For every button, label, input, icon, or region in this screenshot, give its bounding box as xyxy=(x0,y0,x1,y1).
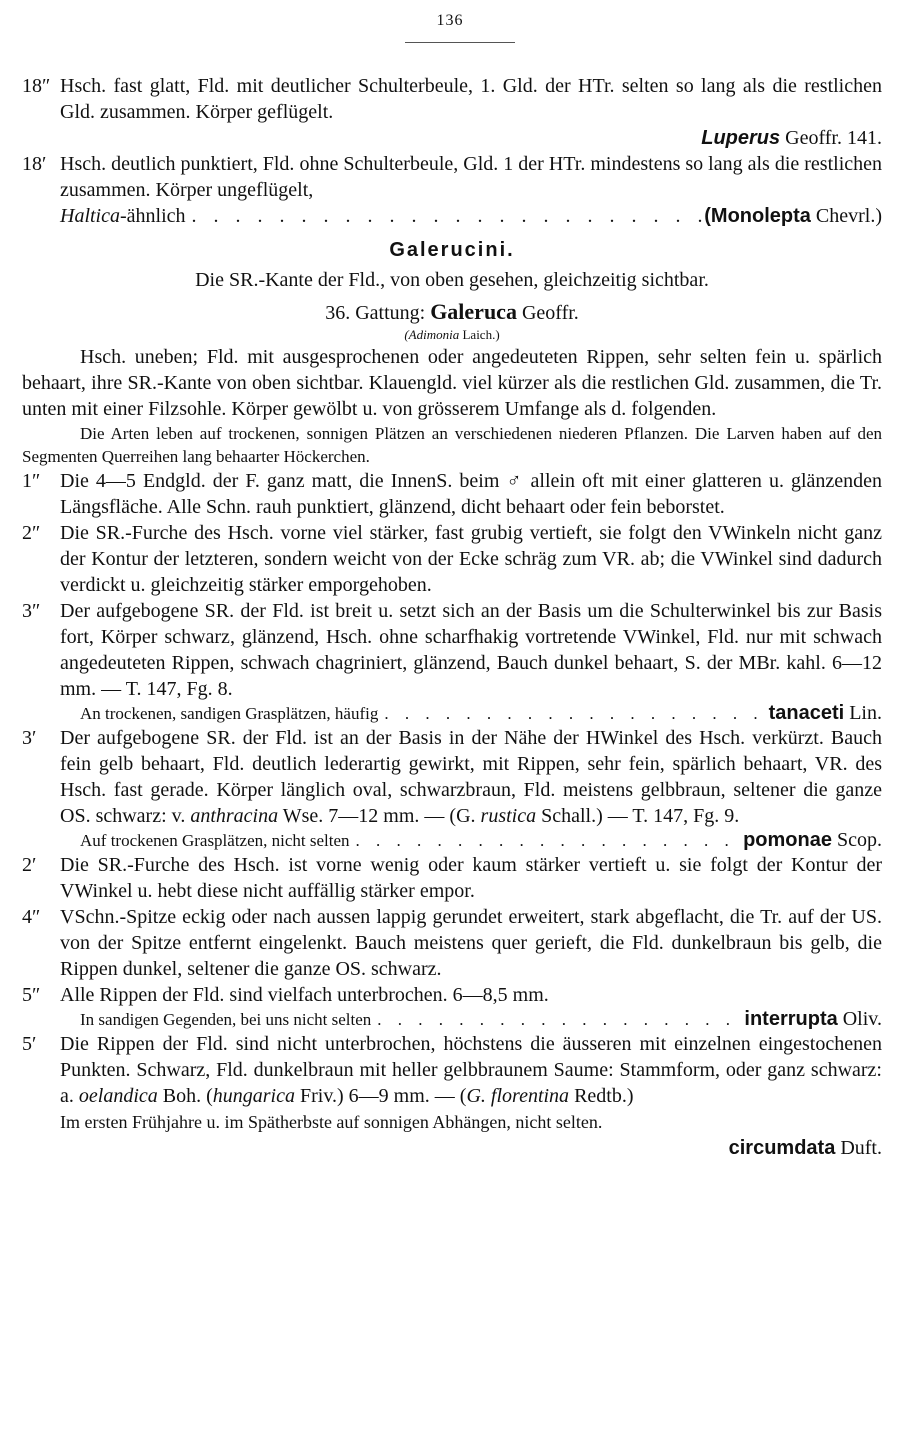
synonym-name: (Adimonia xyxy=(404,327,460,342)
text-part: Schall.) — T. 147, Fg. 9. xyxy=(541,805,740,827)
text-part: allein oft mit einer glatteren u. glänzenden Längsfläche. Alle Schn. rauh punktiert, glänzend, dicht behaart oder fein beborstet. xyxy=(60,470,883,518)
key-number: 18″ xyxy=(22,75,51,97)
leader-dots xyxy=(378,702,768,725)
variety-name: anthracina xyxy=(190,805,279,827)
genus-description: Hsch. uneben; Fld. mit ausgesprochenen oder angedeuteten Rippen, sehr selten fein u. spärlich behaart, ihre SR.-Kante von oben sichtbar. Klauengld. viel kürzer als die restlichen Gld. zusammen, die Tr. unten mit einer Filzsohle. Körper gewölbt u. von grösserem Umfange als d. folgenden. xyxy=(22,346,882,420)
key-number: 3′ xyxy=(22,727,37,749)
genus-number: 36. Gattung: xyxy=(325,302,426,324)
key-number: 5″ xyxy=(22,984,41,1006)
genus-author: Chevrl.) xyxy=(815,205,882,227)
page-number: 136 xyxy=(436,12,464,29)
key-couplet-18b xyxy=(22,151,882,229)
male-symbol: ♂ xyxy=(506,470,524,492)
text-part: Der aufgebogene SR. der Fld. ist an der Basis in der Nähe der HWinkel des Hsch. verkürzt. Bauch fein gelb behaart, Fld. deutlich lederartig gewirkt, mit Rippen, sehr fein, spärlich behaart, VR. des Hsch. fast gerade. Körper länglich oval, schwarzbraun, Fld. meistens gelbbraun, seltener die ganze OS. schwarz: v. xyxy=(60,727,882,827)
species-line xyxy=(22,1135,882,1161)
key-couplet-5b xyxy=(22,1031,882,1109)
genus-name: Luperus xyxy=(701,127,781,149)
key-couplet-18a xyxy=(22,73,882,151)
key-number: 4″ xyxy=(22,906,41,928)
genus-author: Geoffr. xyxy=(521,302,579,324)
text-part: Boh. ( xyxy=(162,1085,213,1107)
key-text xyxy=(60,1031,882,1109)
leader-dots xyxy=(371,1008,744,1031)
key-couplet-4 xyxy=(22,904,882,982)
text-part: Redtb.) xyxy=(574,1085,634,1107)
page-number-rule xyxy=(405,42,515,43)
species-name: tanaceti xyxy=(768,702,845,724)
key-result-line xyxy=(60,203,882,229)
key-result xyxy=(60,125,882,151)
key-text: Alle Rippen der Fld. sind vielfach unterbrochen. 6—8,5 mm. xyxy=(60,984,549,1006)
genus-synonym xyxy=(22,326,882,344)
key-couplet-3b xyxy=(22,725,882,852)
key-text: Hsch. fast glatt, Fld. mit deutlicher Schulterbeule, 1. Gld. der HTr. selten so lang als die restlichen Gld. zusammen. Körper geflügelt. xyxy=(60,75,882,123)
habitat-text: An trockenen, sandigen Grasplätzen, häufig xyxy=(80,704,379,723)
genus-author: Geoffr. 141. xyxy=(785,127,882,149)
species-author: Oliv. xyxy=(842,1008,882,1030)
species-name: interrupta xyxy=(744,1008,838,1030)
synonym-name: rustica xyxy=(480,805,537,827)
species-name: circumdata xyxy=(728,1137,836,1159)
key-couplet-3 xyxy=(22,598,882,725)
tribe-description: Die SR.-Kante der Fld., von oben gesehen, gleichzeitig sichtbar. xyxy=(195,269,709,291)
leader-dots xyxy=(350,829,744,852)
key-text xyxy=(60,468,882,520)
synonym-name: hungarica xyxy=(212,1085,295,1107)
species-line xyxy=(60,702,882,725)
habitat-text: Im ersten Frühjahre u. im Spätherbste auf sonnigen Abhängen, nicht selten. xyxy=(60,1112,603,1132)
species-author: Scop. xyxy=(837,829,882,851)
key-text xyxy=(60,725,882,829)
genus-name: Galeruca xyxy=(430,299,517,324)
page-content xyxy=(22,73,882,1161)
species-author: Lin. xyxy=(849,702,882,724)
species-line xyxy=(60,1008,882,1031)
species-author: Duft. xyxy=(840,1137,882,1159)
genus-heading xyxy=(22,299,882,326)
key-text: Die SR.-Furche des Hsch. ist vorne wenig oder kaum stärker vertieft u. sie folgt der Kontur der VWinkel u. hebt diese nicht auffällig stärker empor. xyxy=(60,854,882,902)
leader-dots xyxy=(186,203,705,229)
species-line xyxy=(60,829,882,852)
key-number: 5′ xyxy=(22,1033,37,1055)
key-text: VSchn.-Spitze eckig oder nach aussen lappig gerundet erweitert, stark abgeflacht, die Tr. auf der US. von der Spitze entfernt eingelenkt. Bauch meistens quer gerieft, die Fld. dunkelbraun bis gelb, die Rippen dunkel, seltener die ganze OS. schwarz. xyxy=(60,906,882,980)
text-part: Friv.) 6—9 mm. — ( xyxy=(299,1085,467,1107)
text-part: Die Rippen der Fld. sind nicht unterbrochen, höchstens die äusseren mit einzelnen eingestochenen Punkten. Schwarz, Fld. dunkelbraun mit heller gelbbraunem Saume: Stammform, oder ganz schwarz: a. xyxy=(60,1033,882,1107)
key-number: 2′ xyxy=(22,854,37,876)
synonym-name: G. florentina xyxy=(466,1085,570,1107)
key-couplet-2 xyxy=(22,520,882,598)
habitat-text: In sandigen Gegenden, bei uns nicht selten xyxy=(80,1010,372,1029)
synonym-author: Laich.) xyxy=(462,327,500,342)
key-couplet-5 xyxy=(22,982,882,1031)
key-couplet-1 xyxy=(22,468,882,520)
haltica-italic: Haltica xyxy=(60,205,120,227)
key-text: Die SR.-Furche des Hsch. vorne viel stärker, fast grubig vertieft, sie folgt den VWinkeln nicht ganz der Kontur der letzteren, sondern weicht von der Ecke schräg zum VR. ab; die VWinkel sind dadurch verdickt u. gleichzeitig stärker emporgehoben. xyxy=(60,522,882,596)
genus-name: (Monolepta xyxy=(704,205,811,227)
key-number: 2″ xyxy=(22,522,41,544)
key-couplet-2b xyxy=(22,852,882,904)
text-part: Wse. 7—12 mm. — (G. xyxy=(282,805,476,827)
text-part: Die 4—5 Endgld. der F. ganz matt, die InnenS. beim xyxy=(60,470,500,492)
aberration-name: oelandica xyxy=(78,1085,158,1107)
key-number: 18′ xyxy=(22,153,47,175)
key-text: Hsch. deutlich punktiert, Fld. ohne Schulterbeule, Gld. 1 der HTr. mindestens so lang als die restlichen zusammen. Körper ungeflügelt, xyxy=(60,153,882,201)
species-name: pomonae xyxy=(743,829,832,851)
genus-note: Die Arten leben auf trockenen, sonnigen Plätzen an verschiedenen niederen Pflanzen. Die Larven haben auf den Segmenten Querreihen lang behaarter Höckerchen. xyxy=(22,424,882,466)
habitat-text: Auf trockenen Grasplätzen, nicht selten xyxy=(80,831,350,850)
key-number: 3″ xyxy=(22,600,41,622)
key-text: Der aufgebogene SR. der Fld. ist breit u. setzt sich an der Basis um die Schulterwinkel bis zur Basis fort, Körper schwarz, glänzend, Hsch. ohne scharfhakig vortretende VWinkel, Fld. nur mit schwach angedeuteten Rippen, schwach chagriniert, glänzend, Bauch dunkel behaart, S. der MBr. kahl. 6—12 mm. — T. 147, Fg. 8. xyxy=(60,600,882,700)
tribe-heading: Galerucini. xyxy=(389,239,515,261)
key-number: 1″ xyxy=(22,470,41,492)
haltica-suffix: -ähnlich xyxy=(120,205,186,227)
